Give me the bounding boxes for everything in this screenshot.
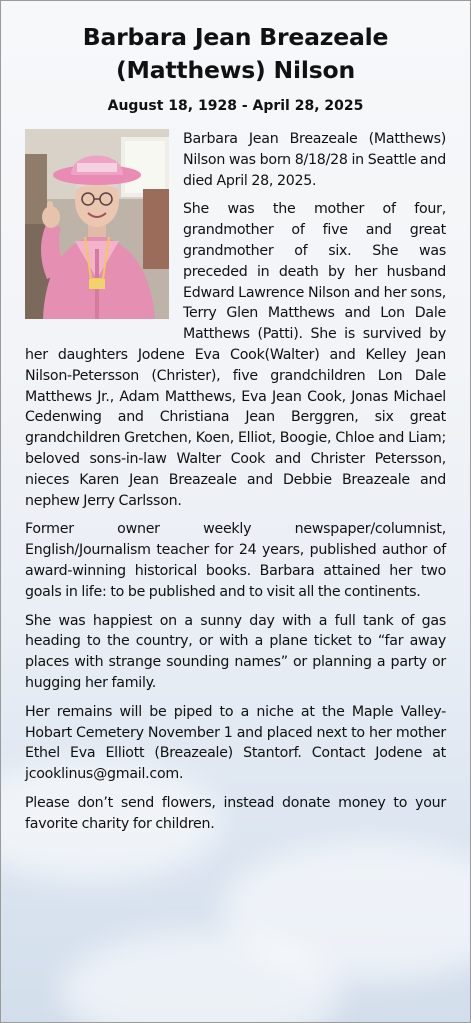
name-line-2: (Matthews) Nilson bbox=[116, 56, 355, 84]
paragraph-donations: Please don’t send flowers, instead donate money to your favorite charity for children. bbox=[25, 794, 446, 832]
obituary-content bbox=[1, 1, 470, 835]
paragraph-remains: Her remains will be piped to a niche at the Maple Valley-Hobart Cemetery November 1 and placed next to her mother Ethel Eva Elliott (Breazeale) Stantorf. Contact Jodene at jcooklinus@gmail.com. bbox=[25, 703, 446, 783]
paragraph-family: She was the mother of four, grandmother of five and great grandmother of six. She was preceded in death by her husband Edward Lawrence Nilson and her sons, Terry Glen Matthews and Lon Dale Matthews (Patti). She is survived by her daughters Jodene Eva Cook(Walter) and Kelley Jean Nilson-Petersson (Christer), five grandchildren Lon Dale Matthews Jr., Adam Matthews, Eva Jean Cook, Jonas Michael Cedenwing and Christiana Jean Berggren, six great grandchildren Gretchen, Koen, Elliot, Boogie, Chloe and Liam; beloved sons-in-law Walter Cook and Christer Petersson, nieces Karen Jean Breazeale and Debbie Breazeale and nephew Jerry Carlsson. bbox=[25, 201, 446, 509]
portrait-photo bbox=[25, 129, 169, 319]
name-line-1: Barbara Jean Breazeale bbox=[82, 23, 389, 51]
paragraph-career: Former owner weekly newspaper/columnist, English/Journalism teacher for 24 years, published author of award-winning historical books. Barbara attained her two goals in life: to be published and to visit all the continents. bbox=[25, 521, 446, 600]
paragraph-happiest: She was happiest on a sunny day with a full tank of gas heading to the country, or with a plane ticket to “far away places with strange sounding names” or planning a party or hugging her family. bbox=[25, 612, 446, 691]
paragraph-birth: Barbara Jean Breazeale (Matthews) Nilson was born 8/18/28 in Seattle and died April 28, 2025. bbox=[183, 131, 446, 189]
obituary-name bbox=[25, 21, 446, 87]
life-dates: August 18, 1928 - April 28, 2025 bbox=[107, 98, 364, 114]
obituary-body bbox=[25, 129, 446, 835]
portrait-image bbox=[25, 129, 169, 319]
